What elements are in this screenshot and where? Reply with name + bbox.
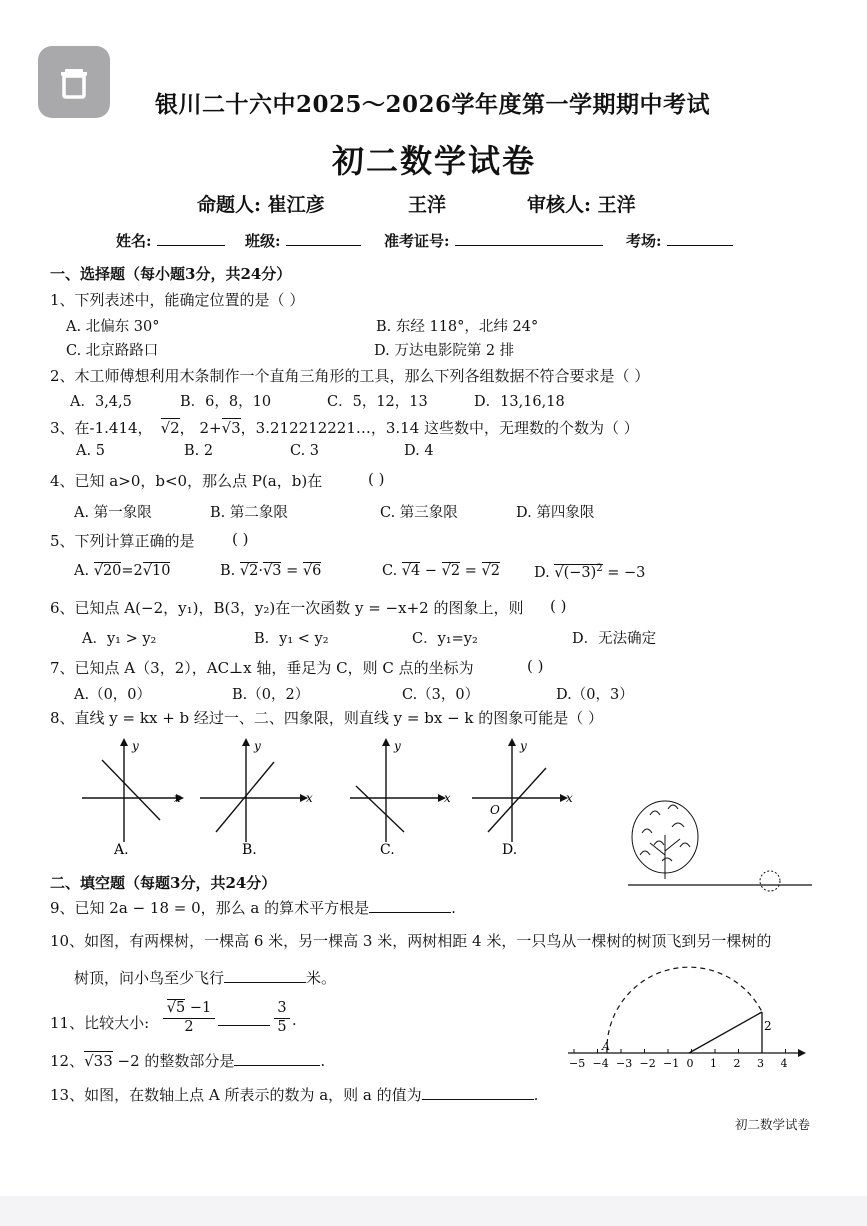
- q6-option-d: D．无法确定: [572, 631, 657, 647]
- q2-stem: 2、木工师傅想利用木条制作一个直角三角形的工具，那么下列各组数据不符合要求是（ ）: [50, 367, 650, 385]
- q2-option-c: C．5，12，13: [327, 394, 428, 410]
- q6-option-b: B．y₁ < y₂: [254, 631, 329, 647]
- q3-option-d: D. 4: [404, 443, 434, 459]
- section2-title: 二、填空题（每题3分，共24分）: [50, 874, 277, 892]
- q13-stem: 13、如图，在数轴上点 A 所表示的数为 a，则 a 的值为 .: [50, 1086, 539, 1104]
- delete-button[interactable]: [38, 46, 110, 118]
- number-line-tick-label: −2: [639, 1057, 656, 1070]
- q11-end: .: [292, 1013, 297, 1029]
- bottom-strip: [0, 1196, 867, 1226]
- q9-stem: 9、已知 2a − 18 = 0，那么 a 的算术平方根是 .: [50, 899, 456, 917]
- number-line-tick-label: −1: [663, 1057, 680, 1070]
- q3-option-c: C. 3: [290, 443, 320, 459]
- q8-stem: 8、直线 y = kx + b 经过一、二、四象限，则直线 y = bx − k 的图象可能是（ ）: [50, 709, 604, 727]
- q6-paren: ( ): [550, 597, 567, 615]
- number-line-tick-label: 1: [710, 1057, 717, 1070]
- q5-option-c: C. √4 − √2 = √2: [382, 563, 500, 579]
- q11-stem: 11、比较大小:: [50, 1014, 150, 1032]
- q12-stem: 12、√33 −2 的整数部分是 .: [50, 1052, 326, 1070]
- number-line-figure: [560, 960, 810, 1075]
- class-blank[interactable]: [286, 232, 361, 246]
- q3-stem: 3、在-1.414， √2， 2+√3，3.212212221…，3.14 这些数中，无理数的个数为（ ）: [50, 419, 639, 437]
- svg-text:y: y: [132, 739, 139, 753]
- q7-paren: ( ): [527, 657, 544, 675]
- point-a-label: A: [602, 1040, 610, 1053]
- q8-graph-a: [82, 738, 184, 858]
- q10-line1: 10、如图，有两棵树，一棵高 6 米，另一棵高 3 米，两树相距 4 米，一只鸟从一棵树的树顶飞到另一棵树的: [50, 932, 772, 950]
- q10-answer-blank[interactable]: [224, 969, 306, 983]
- q8-graph-d: [472, 738, 573, 858]
- room-field[interactable]: [626, 230, 733, 251]
- svg-text:x: x: [444, 791, 451, 805]
- svg-text:x: x: [306, 791, 313, 805]
- q7-stem: 7、已知点 A（3，2），AC⊥x 轴，垂足为 C，则 C 点的坐标为: [50, 659, 474, 677]
- svg-text:y: y: [394, 739, 401, 753]
- room-label: 考场:: [626, 232, 662, 250]
- room-blank[interactable]: [667, 232, 733, 246]
- q10-line2: 树顶，问小鸟至少飞行 米。: [74, 969, 337, 987]
- q4-option-d: D. 第四象限: [516, 505, 595, 521]
- q1-option-c: C. 北京路路口: [66, 343, 159, 359]
- q11-fraction-1: √5 −1 2: [163, 1000, 215, 1035]
- ticket-blank[interactable]: [455, 232, 603, 246]
- q6-option-c: C．y₁=y₂: [412, 631, 478, 647]
- q2-option-b: B．6，8，10: [180, 394, 272, 410]
- q5-option-d: D. $√(-3)^2 = -3$: [534, 563, 646, 581]
- number-line-tick-label: −5: [569, 1057, 586, 1070]
- svg-text:A.: A.: [114, 842, 129, 858]
- q8-graph-c: [350, 738, 451, 858]
- q11-answer-blank[interactable]: [218, 1025, 270, 1026]
- q7-option-d: D.（0，3）: [556, 687, 634, 703]
- footer-text: 初二数学试卷: [735, 1117, 811, 1132]
- number-line-tick-label: −3: [616, 1057, 633, 1070]
- q5-paren: ( ): [232, 530, 249, 548]
- q2-option-a: A．3,4,5: [70, 394, 132, 410]
- q5-stem: 5、下列计算正确的是: [50, 532, 195, 550]
- svg-text:y: y: [520, 739, 527, 753]
- q1-option-b: B. 东经 118°，北纬 24°: [376, 319, 539, 335]
- q9-answer-blank[interactable]: [369, 899, 451, 913]
- name-label: 姓名:: [116, 232, 152, 250]
- q7-option-c: C.（3，0）: [402, 687, 480, 703]
- q7-option-b: B.（0，2）: [232, 687, 310, 703]
- ticket-field[interactable]: [384, 230, 603, 251]
- q7-option-a: A.（0，0）: [74, 687, 152, 703]
- name-field[interactable]: [116, 230, 225, 251]
- ticket-label: 准考证号:: [384, 232, 450, 250]
- section1-title: 一、选择题（每小题3分，共24分）: [50, 265, 292, 283]
- author-2: 王洋: [408, 194, 447, 216]
- svg-text:O: O: [490, 803, 500, 817]
- svg-text:D.: D.: [502, 842, 518, 858]
- q12-answer-blank[interactable]: [234, 1052, 320, 1066]
- q4-paren: ( ): [368, 470, 385, 488]
- q3-option-b: B. 2: [184, 443, 214, 459]
- q4-option-b: B. 第二象限: [210, 505, 288, 521]
- q1-stem: 1、下列表述中，能确定位置的是（ ）: [50, 291, 305, 309]
- number-line-tick-label: 0: [686, 1057, 694, 1070]
- q5-option-b: B. √2·√3 = √6: [220, 563, 322, 579]
- q13-answer-blank[interactable]: [422, 1086, 534, 1100]
- q4-option-c: C. 第三象限: [380, 505, 458, 521]
- q1-option-a: A. 北偏东 30°: [66, 319, 160, 335]
- q4-stem: 4、已知 a>0，b<0，那么点 P(a，b)在: [50, 472, 323, 490]
- class-label: 班级:: [245, 232, 281, 250]
- svg-text:x: x: [566, 791, 573, 805]
- exam-title: 银川二十六中2025～2026学年度第一学期期中考试: [155, 91, 711, 118]
- paper-title: 初二数学试卷: [332, 142, 537, 180]
- name-blank[interactable]: [157, 232, 225, 246]
- svg-text:y: y: [254, 739, 261, 753]
- number-line-tick-label: 2: [733, 1057, 741, 1070]
- reviewer-label: 审核人: 王洋: [527, 194, 636, 216]
- q11-fraction-2: 3 5: [274, 1000, 290, 1035]
- q6-stem: 6、已知点 A(−2，y₁)，B(3，y₂)在一次函数 y = −x+2 的图象上，则: [50, 599, 524, 617]
- author-label: 命题人: 崔江彦: [197, 194, 325, 216]
- number-line-tick-label: −4: [592, 1057, 609, 1070]
- number-line-tick-label: 3: [757, 1057, 764, 1070]
- q1-option-d: D. 万达电影院第 2 排: [374, 343, 515, 359]
- q2-option-d: D．13,16,18: [474, 394, 565, 410]
- svg-text:x: x: [174, 791, 181, 805]
- q5-option-a: A. √20=2√10: [74, 563, 171, 579]
- svg-text:C.: C.: [380, 842, 395, 858]
- svg-text:B.: B.: [242, 842, 257, 858]
- q3-option-a: A. 5: [76, 443, 105, 459]
- q8-graphs: [70, 732, 590, 862]
- trees-illustration: [620, 795, 820, 895]
- trash-icon: [54, 62, 94, 102]
- class-field[interactable]: [245, 230, 361, 251]
- q8-graph-b: [200, 738, 313, 858]
- q4-option-a: A. 第一象限: [74, 505, 152, 521]
- height-label: 2: [764, 1019, 772, 1033]
- number-line-tick-label: 4: [780, 1057, 788, 1070]
- q6-option-a: A．y₁ > y₂: [82, 631, 157, 647]
